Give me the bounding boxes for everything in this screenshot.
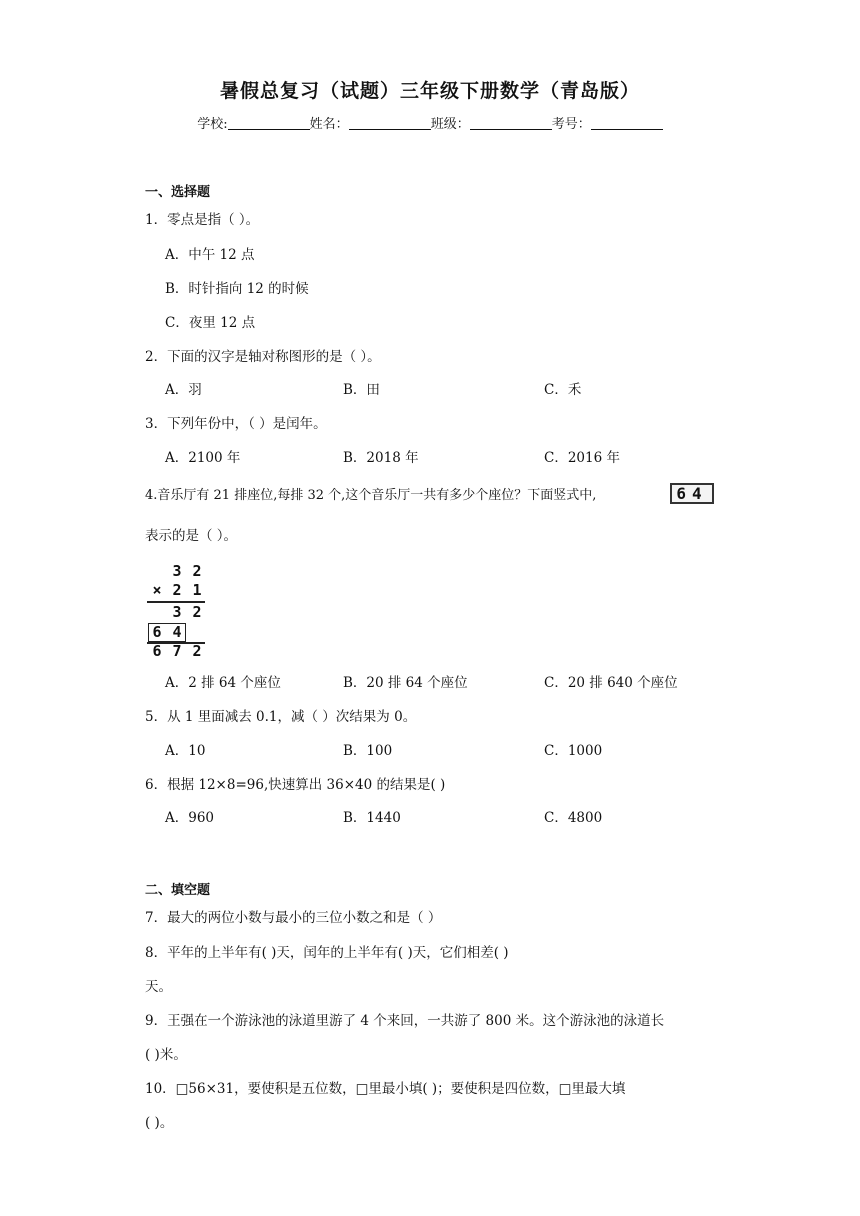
question-7: 7．最大的两位小数与最小的三位小数之和是（ ）: [145, 910, 442, 926]
question-4-continued: 表示的是（ ）。: [145, 528, 238, 544]
section-heading-fill-blank: 二、填空题: [145, 883, 211, 898]
q3-option-c: C．2016 年: [544, 450, 620, 466]
question-8-continued: 天。: [145, 979, 172, 995]
q6-option-c: C．4800: [544, 810, 603, 826]
question-10: 10．□56×31，要使积是五位数，□里最小填( )；要使积是四位数，□里最大填: [145, 1081, 626, 1097]
student-info-line: [0, 113, 860, 132]
q6-option-a: A．960: [165, 810, 215, 826]
class-label: 班级：: [430, 117, 470, 132]
q1-option-b: B．时针指向 12 的时候: [165, 281, 309, 297]
name-blank[interactable]: [349, 116, 431, 130]
question-8: 8．平年的上半年有( )天，闰年的上半年有( )天，它们相差( ): [145, 945, 509, 961]
q4-option-c: C．20 排 640 个座位: [544, 675, 678, 691]
question-10-continued: ( )。: [145, 1115, 174, 1131]
school-blank[interactable]: [228, 116, 310, 130]
calc-digit: 4: [172, 623, 182, 641]
exam-number-blank[interactable]: [591, 116, 663, 130]
calc-digit: 7: [172, 642, 182, 660]
question-4: 4.音乐厅有 21 排座位,每排 32 个,这个音乐厅一共有多少个座位？下面竖式中,: [145, 488, 597, 503]
name-label: 姓名：: [309, 117, 349, 132]
question-5: 5．从 1 里面减去 0.1，减（ ）次结果为 0。: [145, 709, 417, 725]
calc-digit: 6: [152, 642, 162, 660]
calc-digit: 3: [172, 603, 182, 621]
question-9: 9．王强在一个游泳池的泳道里游了 4 个来回，一共游了 800 米。这个游泳池的泳道长: [145, 1013, 665, 1029]
q2-option-a: A．羽: [165, 382, 202, 398]
q4-option-b: B．20 排 64 个座位: [343, 675, 468, 691]
question-2: 2．下面的汉字是轴对称图形的是（ ）。: [145, 349, 381, 365]
calc-digit: 3: [172, 562, 182, 580]
vertical-multiplication: [145, 560, 215, 660]
calc-digit: 1: [192, 581, 202, 599]
q4-option-a: A．2 排 64 个座位: [165, 675, 281, 691]
q6-option-b: B．1440: [343, 810, 401, 826]
calc-digit: 2: [192, 642, 202, 660]
q3-option-b: B．2018 年: [343, 450, 419, 466]
question-6: 6．根据 12×8=96,快速算出 36×40 的结果是( ): [145, 777, 446, 793]
class-blank[interactable]: [470, 116, 552, 130]
calc-digit: 6: [152, 623, 162, 641]
q1-option-c: C．夜里 12 点: [165, 315, 256, 331]
q5-option-c: C．1000: [544, 743, 603, 759]
calc-digit: 2: [172, 581, 182, 599]
q2-option-b: B．田: [343, 382, 380, 398]
school-label: 学校:: [197, 117, 228, 132]
q2-option-c: C．禾: [544, 382, 582, 398]
q1-option-a: A．中午 12 点: [165, 247, 255, 263]
question-9-continued: ( )米。: [145, 1047, 187, 1063]
section-heading-choice: 一、选择题: [145, 185, 211, 200]
multiply-sign: ×: [152, 581, 162, 599]
page-title: 暑假总复习（试题）三年级下册数学（青岛版）: [219, 80, 640, 102]
q5-option-a: A．10: [165, 743, 206, 759]
q5-option-b: B．100: [343, 743, 393, 759]
boxed-number-image: 64: [670, 483, 714, 504]
calc-digit: 2: [192, 603, 202, 621]
exam-number-label: 考号：: [551, 117, 591, 132]
question-1: 1．零点是指（ ）。: [145, 212, 260, 228]
calc-digit: 2: [192, 562, 202, 580]
q3-option-a: A．2100 年: [165, 450, 241, 466]
question-3: 3．下列年份中，（ ）是闰年。: [145, 416, 327, 432]
